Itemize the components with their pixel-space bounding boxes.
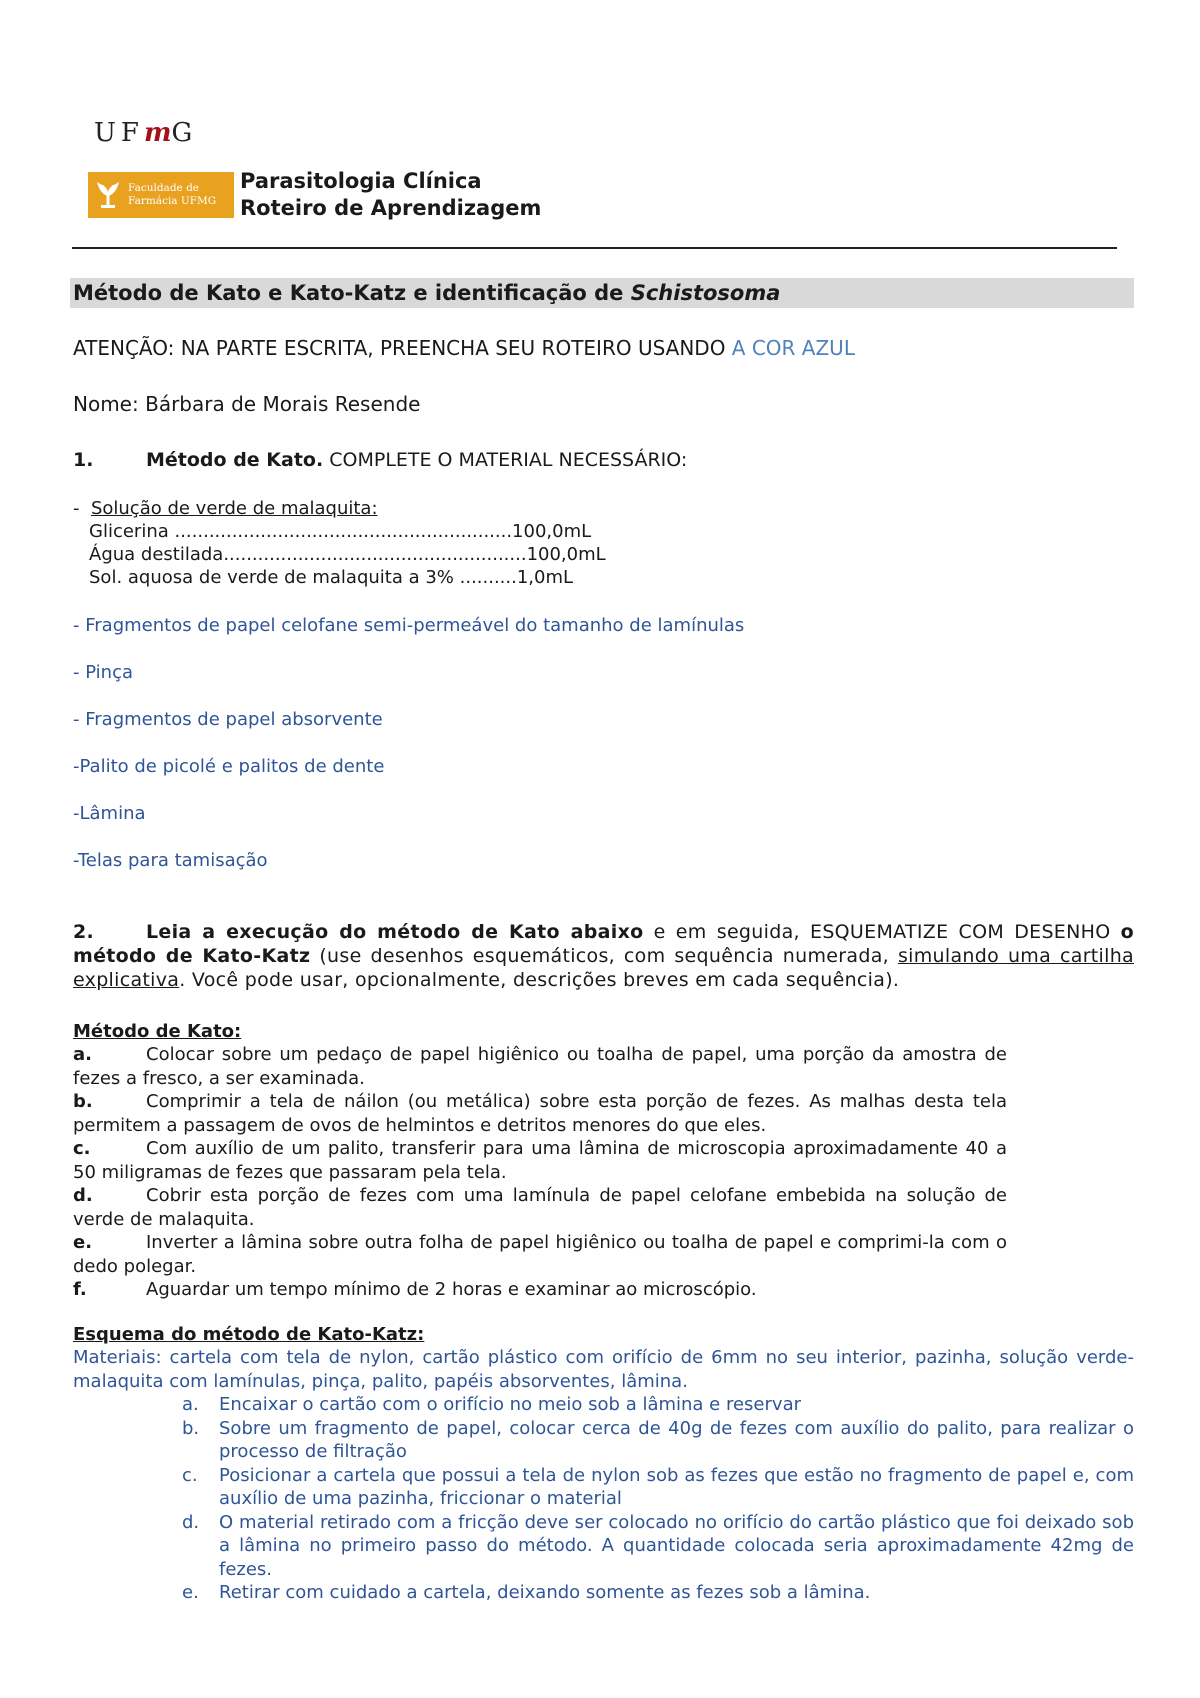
kato-step-text: Comprimir a tela de náilon (ou metálica) sobre esta porção de fezes. As malhas desta tela permitem a passagem de ovos de helmintos e detritos menores do que eles. xyxy=(73,1091,1007,1136)
material-answer: -Palito de picolé e palitos de dente xyxy=(73,756,385,777)
kato-step-text: Aguardar um tempo mínimo de 2 horas e examinar ao microscópio. xyxy=(146,1279,757,1300)
kato-step-text: Cobrir esta porção de fezes com uma lamínula de papel celofane embebida na solução de verde de malaquita. xyxy=(73,1185,1007,1230)
solution-line: Sol. aquosa de verde de malaquita a 3% ..........1,0mL xyxy=(89,567,574,588)
question-2-text-3: . Você pode usar, opcionalmente, descrições breves em cada sequência). xyxy=(179,969,900,991)
material-answer: - Pinça xyxy=(73,662,134,683)
question-2-text-1: e em seguida, ESQUEMATIZE COM DESENHO xyxy=(643,921,1121,943)
kato-step-label: d. xyxy=(73,1185,93,1206)
solution-bullet: - xyxy=(73,498,80,519)
question-2-number: 2. xyxy=(73,921,95,943)
question-2-underlined: simulando uma cartilha explicativa xyxy=(73,945,1134,991)
attention-text: ATENÇÃO: NA PARTE ESCRITA, PREENCHA SEU ROTEIRO USANDO xyxy=(73,336,732,360)
katokatz-step xyxy=(182,1464,1134,1511)
katokatz-step xyxy=(182,1511,1134,1582)
solution-title: Solução de verde de malaquita: xyxy=(90,498,378,519)
kato-steps xyxy=(73,1043,1007,1302)
katokatz-steps xyxy=(182,1393,1134,1605)
katokatz-step xyxy=(182,1393,1134,1417)
katokatz-step xyxy=(182,1581,1134,1605)
katokatz-step-label: b. xyxy=(182,1417,200,1439)
solution-block xyxy=(73,497,606,589)
attention-note xyxy=(73,336,855,360)
kato-step xyxy=(73,1231,1007,1278)
katokatz-step-text: O material retirado com a fricção deve ser colocado no orifício do cartão plástico que foi deixado sob a lâmina no primeiro passo do método. A quantidade colocada seria aproximadamente 42mg de fezes. xyxy=(219,1511,1134,1580)
kato-step xyxy=(73,1043,1007,1090)
solution-line: Água destilada.....................................................100,0mL xyxy=(89,544,606,565)
material-answer: -Lâmina xyxy=(73,803,146,824)
section-title-genus: Schistosoma xyxy=(630,281,781,305)
kato-step xyxy=(73,1137,1007,1184)
section-title-text: Método de Kato e Kato-Katz e identificação de xyxy=(73,281,631,305)
katokatz-step-text: Retirar com cuidado a cartela, deixando somente as fezes sob a lâmina. xyxy=(219,1582,871,1603)
katokatz-materials: Materiais: cartela com tela de nylon, cartão plástico com orifício de 6mm no seu interior, pazinha, solução verde-malaquita com lamínulas, pinça, palito, papéis absorventes, lâmina. xyxy=(73,1347,1134,1392)
kato-step xyxy=(73,1090,1007,1137)
question-1-number: 1. xyxy=(73,449,94,471)
question-2-bold-1: Leia a execução do método de Kato abaixo xyxy=(146,921,644,943)
kato-step-label: c. xyxy=(73,1138,91,1159)
katokatz-step-text: Encaixar o cartão com o orifício no meio sob a lâmina e reservar xyxy=(219,1394,801,1415)
material-answer: - Fragmentos de papel absorvente xyxy=(73,709,383,730)
student-name xyxy=(73,392,420,416)
section-title xyxy=(73,280,780,306)
solution-line: Glicerina ...........................................................100,0mL xyxy=(89,521,592,542)
kato-step xyxy=(73,1278,1007,1302)
kato-step-text: Colocar sobre um pedaço de papel higiênico ou toalha de papel, uma porção da amostra de fezes a fresco, a ser examinada. xyxy=(73,1044,1007,1089)
katokatz-step-label: d. xyxy=(182,1511,200,1533)
doc-type: Roteiro de Aprendizagem xyxy=(240,196,542,220)
kato-step-label: b. xyxy=(73,1091,93,1112)
kato-step-label: e. xyxy=(73,1232,93,1253)
katokatz-step-text: Sobre um fragmento de papel, colocar cerca de 40g de fezes com auxílio do palito, para realizar o processo de filtração xyxy=(219,1417,1134,1462)
katokatz-heading: Esquema do método de Kato-Katz: xyxy=(73,1324,425,1345)
name-label: Nome: xyxy=(73,392,146,416)
name-value: Bárbara de Morais Resende xyxy=(145,392,421,416)
course-name: Parasitologia Clínica xyxy=(240,169,482,193)
faculty-logo-line1: Faculdade de xyxy=(128,182,200,194)
question-1-instruction: COMPLETE O MATERIAL NECESSÁRIO: xyxy=(323,449,688,471)
material-answer: -Telas para tamisação xyxy=(73,850,268,871)
question-2-bold-2: o método de Kato-Katz xyxy=(73,921,1134,967)
katokatz-step xyxy=(182,1417,1134,1464)
question-2-text-2: (use desenhos esquemáticos, com sequência numerada, xyxy=(310,945,898,967)
kato-step xyxy=(73,1184,1007,1231)
kato-heading: Método de Kato: xyxy=(73,1021,242,1042)
katokatz-step-label: c. xyxy=(182,1464,198,1486)
kato-step-text: Inverter a lâmina sobre outra folha de papel higiênico ou toalha de papel e comprimi-la com o dedo polegar. xyxy=(73,1232,1007,1277)
material-answer: - Fragmentos de papel celofane semi-permeável do tamanho de lamínulas xyxy=(73,615,745,636)
kato-step-label: f. xyxy=(73,1279,87,1300)
header-divider xyxy=(72,247,1117,249)
kato-step-label: a. xyxy=(73,1044,92,1065)
question-1 xyxy=(73,448,687,472)
ufmg-logo: UFmG xyxy=(94,118,198,148)
question-2 xyxy=(73,920,1134,992)
faculty-logo-line2: Farmácia UFMG xyxy=(128,195,217,207)
question-1-title: Método de Kato. xyxy=(146,449,324,471)
katokatz-step-label: e. xyxy=(182,1582,199,1603)
katokatz-step-label: a. xyxy=(182,1394,199,1415)
pharmacy-emblem-icon xyxy=(94,178,122,212)
katokatz-step-text: Posicionar a cartela que possui a tela de nylon sob as fezes que estão no fragmento de papel e, com auxílio de uma pazinha, friccionar o material xyxy=(219,1464,1134,1509)
kato-step-text: Com auxílio de um palito, transferir para uma lâmina de microscopia aproximadamente 40 a 50 miligramas de fezes que passaram pela tela. xyxy=(73,1138,1007,1183)
faculty-logo xyxy=(88,172,234,218)
header-title xyxy=(240,168,541,222)
attention-highlight: A COR AZUL xyxy=(731,336,855,360)
